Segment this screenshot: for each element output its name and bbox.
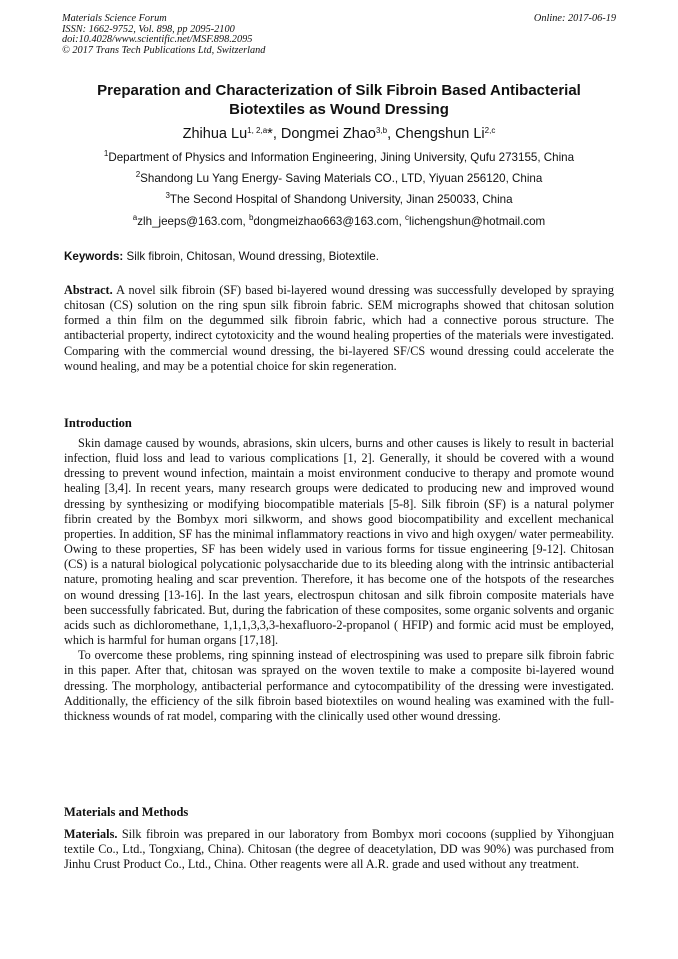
journal-doi: doi:10.4028/www.scientific.net/MSF.898.2095 — [62, 34, 253, 46]
journal-name: Materials Science Forum — [62, 13, 167, 24]
author-affil-mark: 2,c — [484, 126, 496, 135]
materials-text: Silk fibroin was prepared in our laboratory from Bombyx mori cocoons (supplied by Yihongjuan textile Co., Ltd., Tongxiang, China). Chitosan (the degree of deacetylation, DD was 90%) was purchased from Jinhu Crust Product Co., Ltd., China. Other reagents were all A.R. grade and used without any treatment. — [64, 827, 614, 872]
email-text: zlh_jeeps@163.com — [137, 215, 243, 228]
email-separator: , — [242, 215, 249, 228]
copyright-line: © 2017 Trans Tech Publications Ltd, Switzerland — [62, 44, 266, 56]
introduction-heading: Introduction — [64, 416, 132, 430]
author-affil-mark: 3,b — [375, 126, 388, 135]
email-mark: a — [132, 213, 138, 222]
paragraph: To overcome these problems, ring spinning instead of electrospining was used to prepare silk fibroin fabric in this paper. After that, chitosan was sprayed on the woven textile to make a composite bi-layered wound dressing. The morphology, antibacterial performance and cytocompatibility of the dressing were investigated. Additionally, the efficiency of the silk fibroin based biotextiles on wound healing was examined with the full-thickness wounds of rat model, comparing with the clinically used other wound dressing. — [64, 648, 614, 723]
corresponding-mark: * — [267, 126, 273, 142]
paragraph: Skin damage caused by wounds, abrasions, skin ulcers, burns and other causes is likely to result in bacterial infection, fluid loss and lead to various complications [1, 2]. Generally, it should be covered with a wound dressing to prevent wound infection, maintain a moist environment conducive to therapy and promote wound healing [3,4]. In recent years, many research groups were dedicated to producing new and improved wound dressing by synthesizing or modifying biocompatible materials [5-8]. Silk fibroin (SF) is a natural polymer fibrin created by the Bombyx mori silkworm, and shows good biocompatibility and excellent mechanical properties. In addition, SF has the minimal inflammatory reactions in vivo and high oxygen/ water permeability. Owing to these properties, SF has been widely used in various forms for tissue engineering [9-12]. Chitosan (CS) is a natural biological polycationic polysaccharide due to its bleeding along with the intrinsic antibacterial nature, promoting healing and scar prevention. Therefore, it has become one of the hotspots of the researches on wound dressing [13-16]. In the last years, electrospun chitosan and silk fibroin composite materials have been successfully fabricated. But, during the fabrication of these composites, some organic solvents and organic acids such as dichloromethane, 1,1,1,3,3,3-hexafluoro-2-propanol ( HFIP) and formic acid must be employed, which is harmful for human organs [17,18]. — [64, 436, 614, 648]
keywords-text: Silk fibroin, Chitosan, Wound dressing, Biotextile. — [126, 250, 379, 263]
affil-mark: 1 — [103, 149, 109, 158]
affiliation — [40, 172, 638, 186]
affil-text: Department of Physics and Information Engineering, Jining University, Qufu 273155, China — [108, 151, 575, 164]
affil-mark: 2 — [135, 170, 141, 179]
affiliation — [40, 193, 638, 207]
email-text: dongmeizhao663@163.com — [253, 215, 399, 228]
affiliation — [40, 151, 638, 165]
materials-label: Materials. — [64, 827, 118, 841]
paper-title: Preparation and Characterization of Silk Fibroin Based Antibacterial Biotextiles as Wound Dressing — [97, 82, 581, 118]
keywords — [64, 250, 616, 264]
abstract-label: Abstract. — [64, 283, 113, 297]
abstract-text: A novel silk fibroin (SF) based bi-layered wound dressing was successfully developed by spraying chitosan (CS) solution on the ring spun silk fibroin fabric. SEM micrographs showed that chitosan solution formed a thin film on the degummed silk fibroin fabric, which had a connective porous structure. The antibacterial property, indirect cytotoxicity and the wound healing properties of the materials were investigated. Comparing with the commercial wound dressing, the bi-layered SF/CS wound dressing could accelerate the wound healing, and may be a potential choice for skin regeneration. — [64, 283, 614, 373]
author-name: Chengshun Li — [395, 126, 485, 142]
email-mark: c — [405, 213, 410, 222]
email-mark: b — [248, 213, 254, 222]
affil-text: Shandong Lu Yang Energy- Saving Materials CO., LTD, Yiyuan 256120, China — [140, 172, 543, 185]
author-affil-mark: 1, 2,a — [247, 126, 268, 135]
email-text: lichengshun@hotmail.com — [409, 215, 546, 228]
online-date: Online: 2017-06-19 — [533, 13, 616, 24]
introduction-body — [64, 436, 614, 724]
journal-issn: ISSN: 1662-9752, Vol. 898, pp 2095-2100 — [62, 23, 235, 35]
author-name: Zhihua Lu — [182, 126, 248, 142]
email-separator: , — [398, 215, 406, 228]
email-line — [40, 215, 638, 229]
author-line: Zhihua Lu$^{1, 2,a}$*, Dongmei Zhao$^{3,b}$, Chengshun Li$^{2,c}$ — [182, 126, 496, 142]
methods-heading: Materials and Methods — [64, 805, 189, 819]
author-name: Dongmei Zhao — [280, 126, 376, 142]
affil-text: The Second Hospital of Shandong University, Jinan 250033, China — [169, 193, 513, 206]
keywords-label: Keywords: — [64, 250, 124, 263]
affil-mark: 3 — [165, 191, 170, 200]
abstract — [64, 283, 614, 374]
materials-paragraph — [64, 827, 614, 872]
journal-header — [62, 14, 616, 56]
